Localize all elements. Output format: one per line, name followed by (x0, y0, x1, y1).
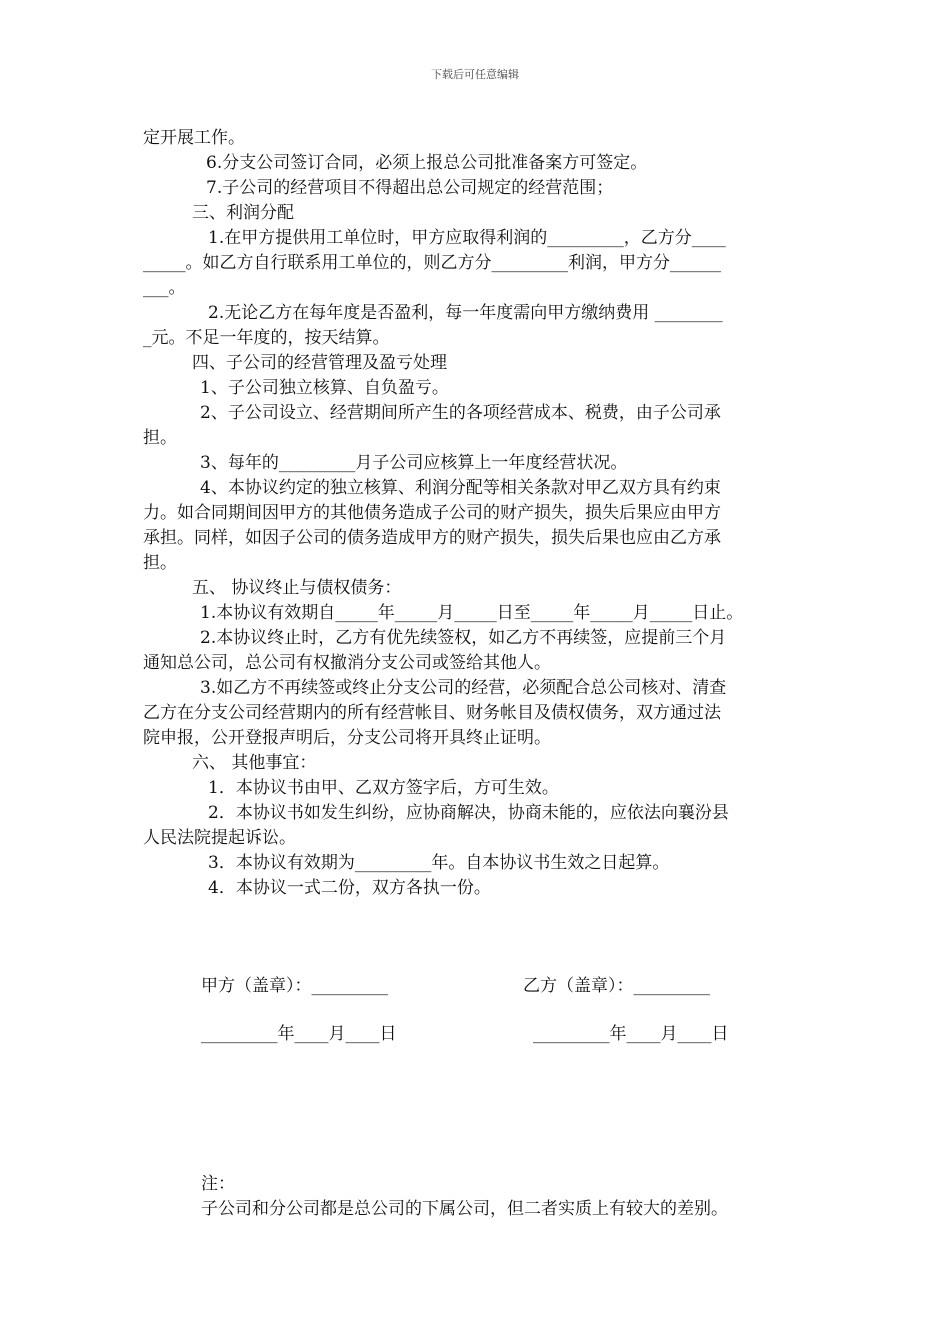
section-heading: 六、 其他事宜： (192, 753, 317, 773)
party-b-seal-line: 乙方（盖章）：_________ (523, 976, 710, 996)
text-line: 4．本协议一式二份，双方各执一份。 (208, 878, 491, 898)
page-header: 下载后可任意编辑 (431, 68, 519, 81)
text-line: 1.本协议有效期自_____年_____月_____日至_____年_____月_____日止。 (200, 603, 744, 623)
party-a-date-line: _________年____月____日 (201, 1024, 397, 1044)
text-line: 3．本协议有效期为_________年。自本协议书生效之日起算。 (208, 853, 670, 873)
text-line: 定开展工作。 (143, 128, 245, 148)
text-line: 人民法院提起诉讼。 (143, 828, 296, 848)
text-line: 2．本协议书如发生纠纷，应协商解决，协商未能的，应依法向襄汾县 (208, 803, 729, 823)
text-line: ___。 (143, 278, 186, 298)
party-b-date-line: _________年____月____日 (533, 1024, 729, 1044)
text-line: 2、子公司设立、经营期间所产生的各项经营成本、税费，由子公司承 (200, 403, 721, 423)
text-line: 2.无论乙方在每年度是否盈利，每一年度需向甲方缴纳费用 ________ (208, 303, 723, 323)
text-line: 院申报，公开登报声明后，分支公司将开具终止证明。 (143, 728, 551, 748)
text-line: 承担。同样，如因子公司的债务造成甲方的财产损失，损失后果也应由乙方承 (143, 528, 721, 548)
party-a-seal-line: 甲方（盖章）：_________ (201, 976, 388, 996)
text-line: 3.如乙方不再续签或终止分支公司的经营，必须配合总公司核对、清查 (200, 678, 727, 698)
text-line: 3、每年的_________月子公司应核算上一年度经营状况。 (200, 453, 628, 473)
text-line: 6.分支公司签订合同，必须上报总公司批准备案方可签定。 (206, 153, 648, 173)
text-line: 7.子公司的经营项目不得超出总公司规定的经营范围； (206, 178, 614, 198)
section-heading: 四、子公司的经营管理及盈亏处理 (192, 353, 447, 373)
text-line: 担。 (143, 428, 177, 448)
text-line: 2.本协议终止时，乙方有优先续签权，如乙方不再续签，应提前三个月 (200, 628, 727, 648)
text-line: 1、子公司独立核算、自负盈亏。 (200, 378, 449, 398)
text-line: _____。如乙方自行联系用工单位的，则乙方分_________利润，甲方分______ (143, 253, 721, 273)
text-line: _元。不足一年度的，按天结算。 (143, 328, 390, 348)
text-line: 力。如合同期间因甲方的其他债务造成子公司的财产损失，损失后果应由甲方 (143, 503, 721, 523)
note-text: 子公司和分公司都是总公司的下属公司，但二者实质上有较大的差别。 (201, 1199, 728, 1219)
text-line: 4、本协议约定的独立核算、利润分配等相关条款对甲乙双方具有约束 (200, 478, 721, 498)
text-line: 乙方在分支公司经营期内的所有经营帐目、财务帐目及债权债务，双方通过法 (143, 703, 721, 723)
section-heading: 三、利润分配 (192, 203, 294, 223)
text-line: 担。 (143, 553, 177, 573)
text-line: 1.在甲方提供用工单位时，甲方应取得利润的_________，乙方分____ (208, 228, 726, 248)
text-line: 1．本协议书由甲、乙双方签字后，方可生效。 (208, 778, 559, 798)
note-label: 注： (201, 1174, 235, 1194)
text-line: 通知总公司，总公司有权撤消分支公司或签给其他人。 (143, 653, 551, 673)
section-heading: 五、 协议终止与债权债务： (192, 578, 402, 598)
